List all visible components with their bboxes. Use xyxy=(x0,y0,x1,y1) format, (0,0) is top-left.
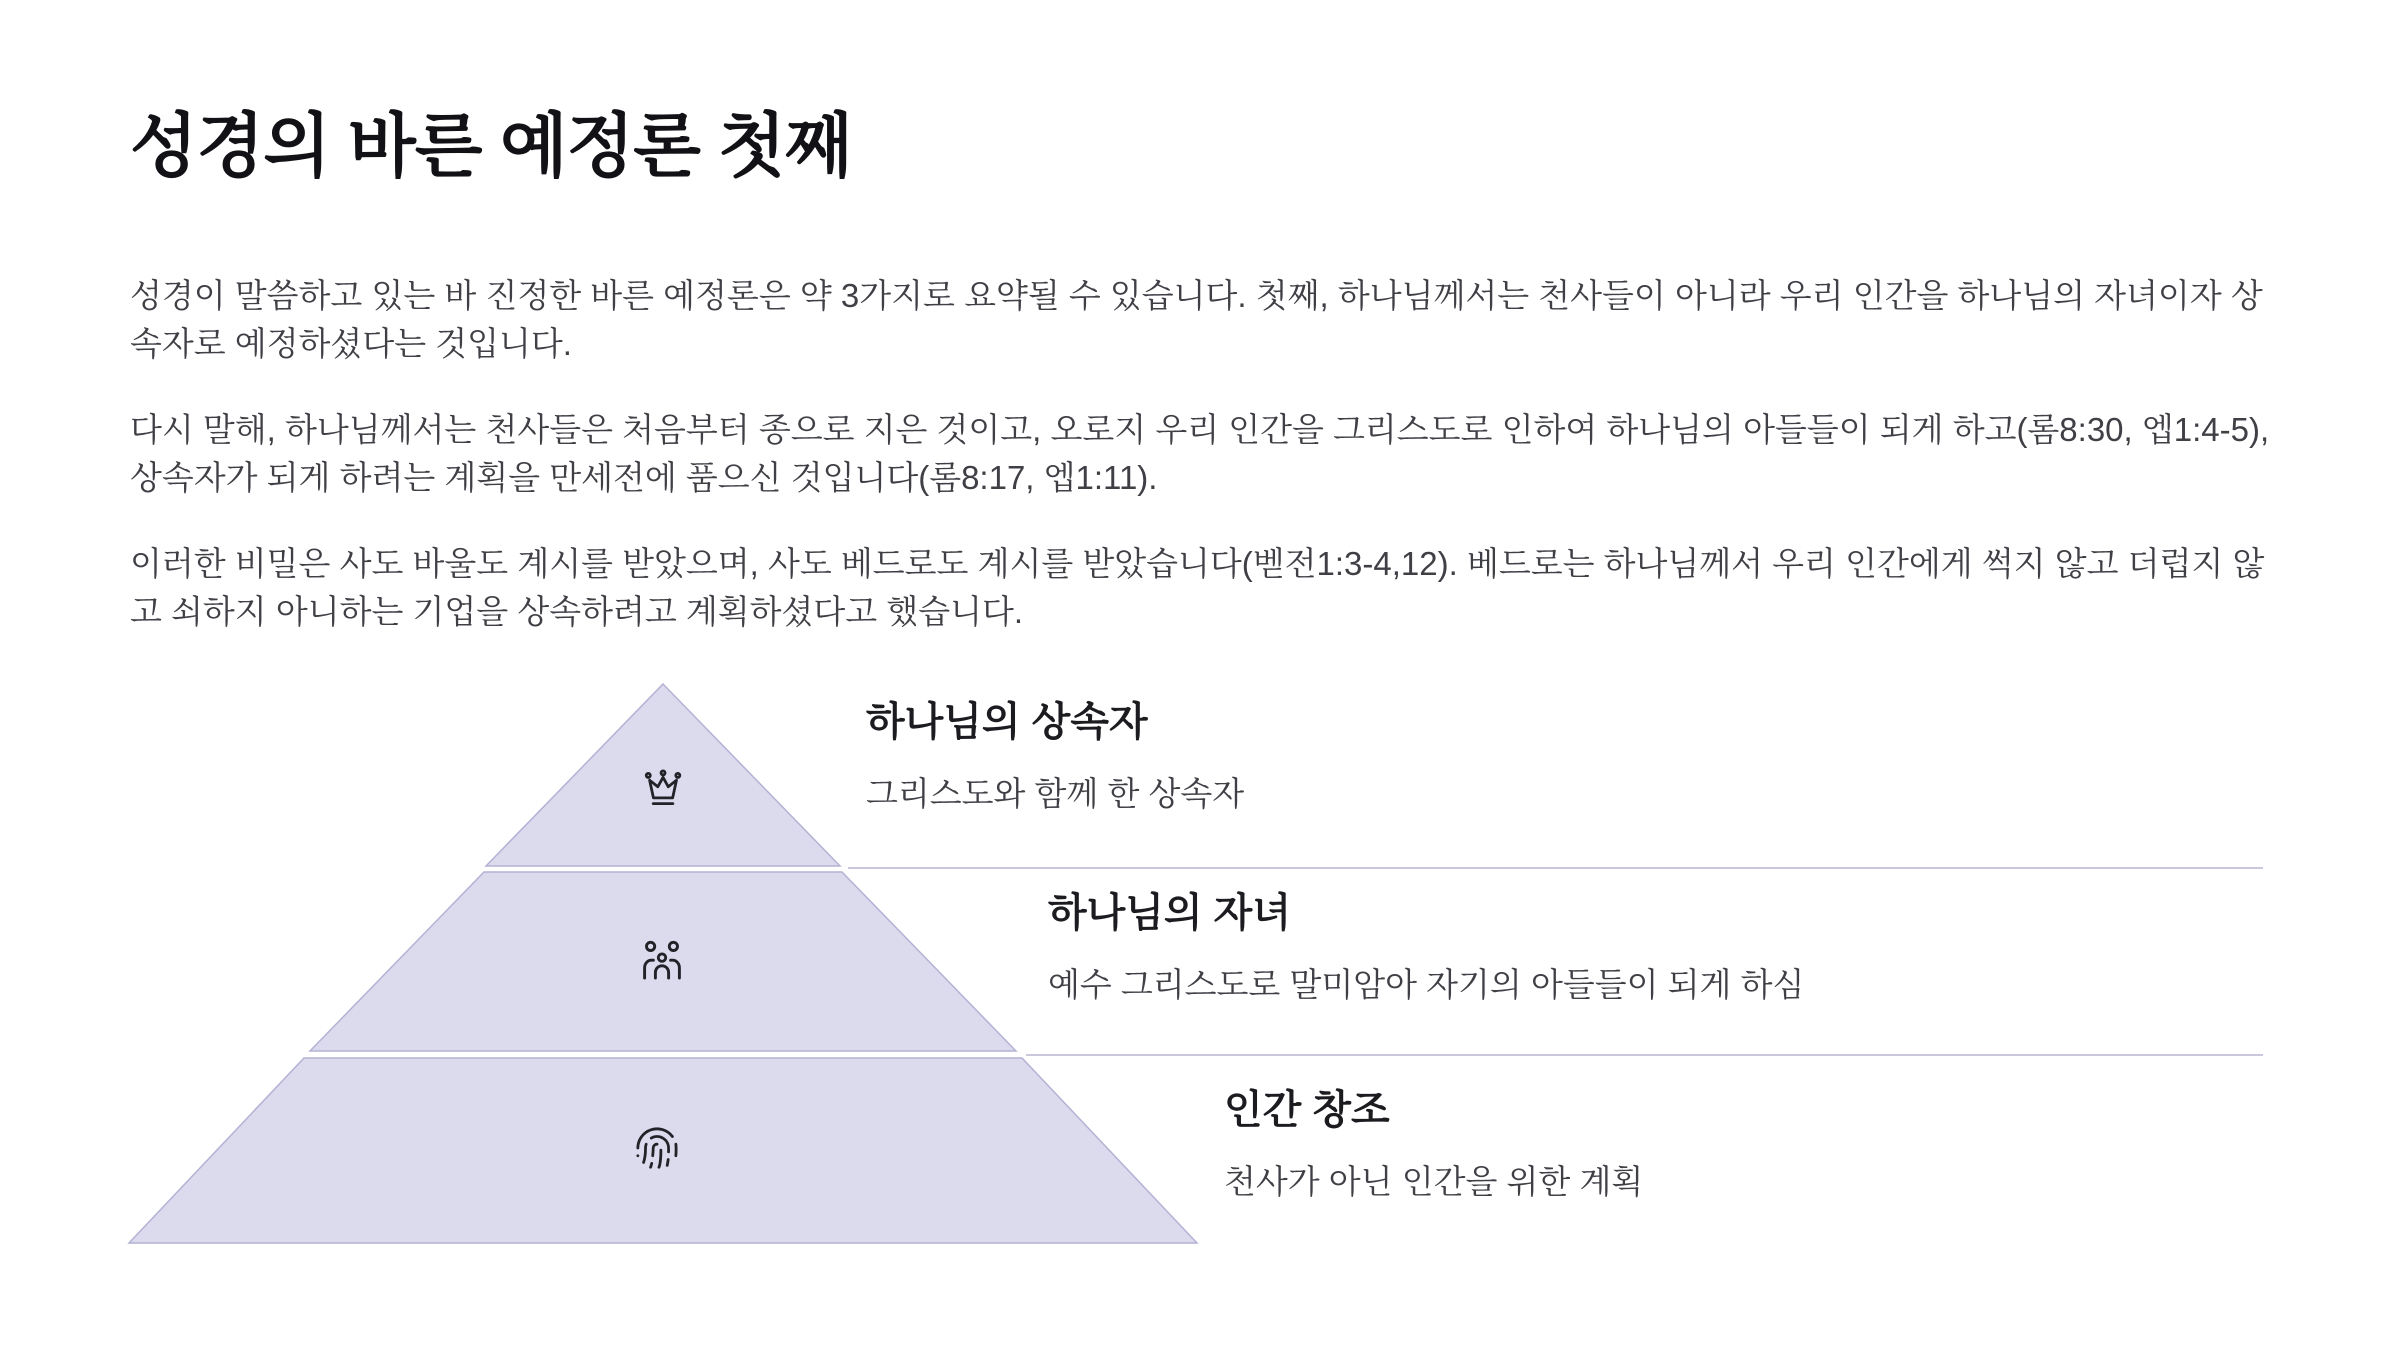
level-heading: 인간 창조 xyxy=(1224,1088,1390,1132)
pyramid-level-label-3 xyxy=(1224,1088,1643,1202)
pyramid-level-middle xyxy=(310,872,1016,1051)
fingerprint-icon xyxy=(638,1129,676,1167)
intro-paragraph-2: 다시 말해, 하나님께서는 천사들은 처음부터 종으로 지은 것이고, 오로지 우리 인간을 그리스도로 인하여 하나님의 아들들이 되게 하고(롬8:30, 엡1:4-5), 상속자가 되게 하려는 계획을 만세전에 품으신 것입니다(롬8:17, 엡1:11). xyxy=(130,411,2270,496)
pyramid-level-top xyxy=(486,684,840,866)
level-description: 그리스도와 함께 한 상속자 xyxy=(866,775,1245,812)
level-heading: 하나님의 상속자 xyxy=(866,700,1148,744)
family-icon xyxy=(645,942,680,978)
page-title: 성경의 바른 예정론 첫째 xyxy=(130,107,852,185)
crown-icon xyxy=(646,771,680,804)
level-heading: 하나님의 자녀 xyxy=(1048,891,1291,935)
pyramid-level-label-2 xyxy=(1048,891,1804,1005)
level-description: 예수 그리스도로 말미암아 자기의 아들들이 되게 하심 xyxy=(1048,966,1805,1003)
pyramid-level-label-1 xyxy=(866,700,1244,814)
intro-paragraph-1: 성경이 말씀하고 있는 바 진정한 바른 예정론은 약 3가지로 요약될 수 있습니다. 첫째, 하나님께서는 천사들이 아니라 우리 인간을 하나님의 자녀이자 상속자로 예정하셨다는 것입니다. xyxy=(130,277,2263,362)
pyramid-level-bottom xyxy=(129,1058,1197,1243)
intro-text xyxy=(130,272,2278,674)
intro-paragraph-3: 이러한 비밀은 사도 바울도 계시를 받았으며, 사도 베드로도 계시를 받았습니다(벧전1:3-4,12). 베드로는 하나님께서 우리 인간에게 썩지 않고 더럽지 않고 쇠하지 아니하는 기업을 상속하려고 계획하셨다고 했습니다. xyxy=(130,545,2265,630)
level-description: 천사가 아닌 인간을 위한 계획 xyxy=(1224,1163,1644,1200)
